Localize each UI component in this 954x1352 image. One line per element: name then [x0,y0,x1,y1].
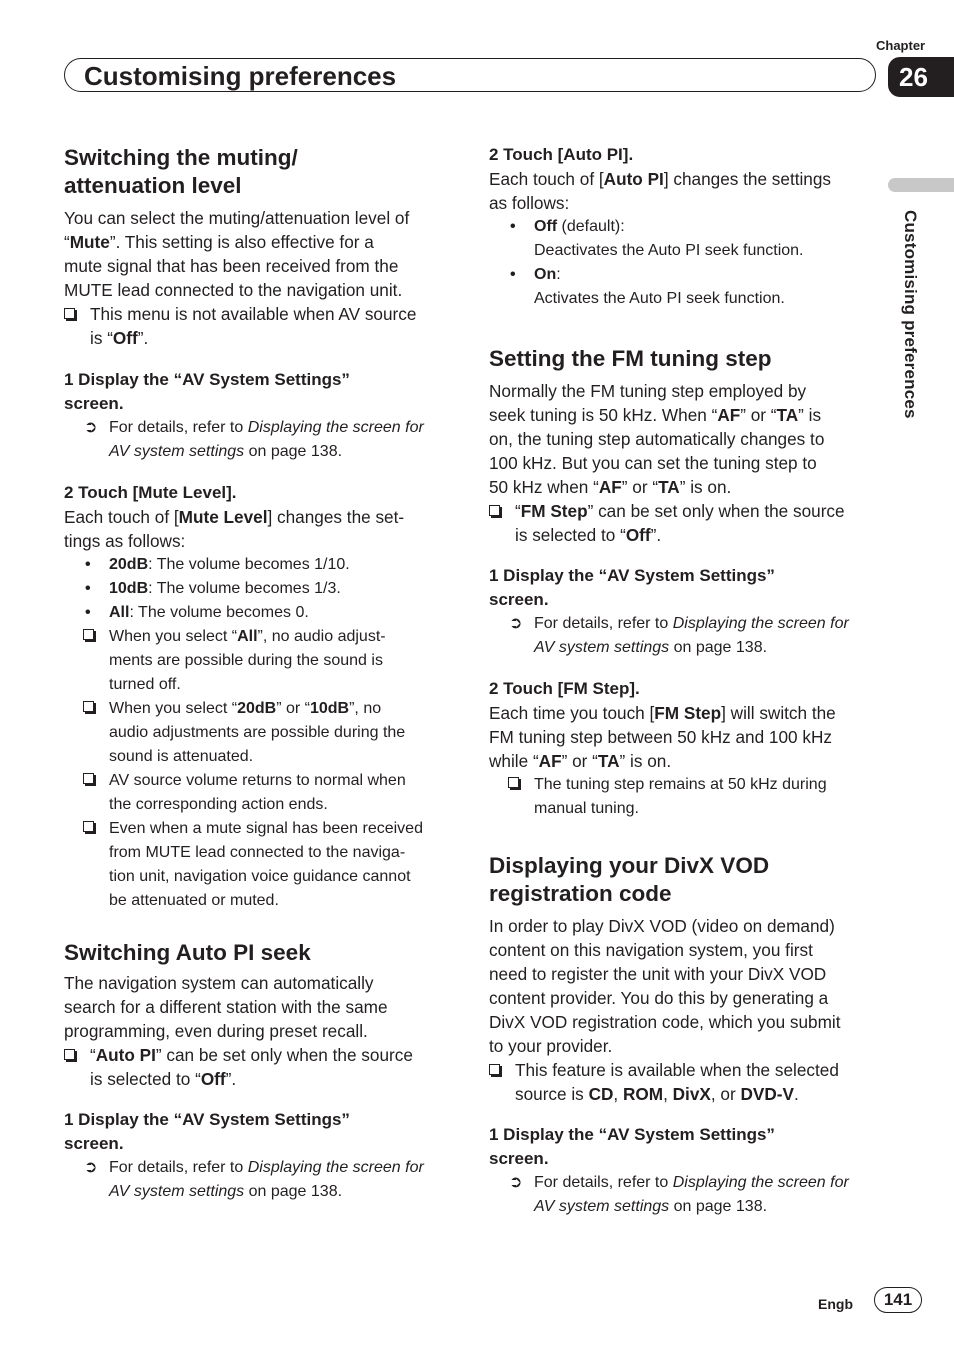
list-item-desc: Deactivates the Auto PI seek function. [534,242,804,259]
body-text: Each time you touch [FM Step] will switch the FM tuning step between 50 kHz and 100 kHz while “AF” or “TA” is on. [489,703,836,771]
reference-note: ➲ For details, refer to Displaying the screen for AV system settings on page 138. [489,1171,877,1219]
reference-note: ➲ For details, refer to Displaying the screen for AV system settings on page 138. [489,612,877,660]
checkbox-icon [489,1058,500,1082]
intro-text: You can select the muting/attenuation level of “Mute”. This setting is also effective for a mute signal that has been received from the MUTE lead connected to the navigation unit. [64,208,410,300]
footer-language: Engb [818,1296,853,1312]
note: When you select “All”, no audio adjust- ments are possible during the sound is turned off. [64,625,454,697]
bullet-icon: • [510,218,516,235]
checkbox-icon [83,817,94,841]
arrow-icon: ➲ [84,419,98,436]
step-heading: 1 Display the “AV System Settings” screen. [489,1125,775,1168]
list-item: • Off (default): [489,215,877,239]
section-fm-step [489,345,877,821]
list-item-desc: Activates the Auto PI seek function. [534,290,785,307]
chapter-label: Chapter [876,38,926,53]
chapter-number: 26 [888,57,954,97]
note: This feature is available when the selected source is CD, ROM, DivX, or DVD-V. [489,1058,877,1106]
arrow-icon: ➲ [509,615,523,632]
intro-text: In order to play DivX VOD (video on demand) content on this navigation system, you first need to register the unit with your DivX VOD content provider. You do this by generating a DivX VOD registration code, which you submit to your provider. [489,916,841,1056]
checkbox-icon [508,773,519,797]
section-auto-pi [64,939,454,1204]
checkbox-icon [489,499,500,523]
bullet-icon: • [85,556,91,573]
step-heading: 2 Touch [Mute Level]. [64,483,237,502]
intro-text: The navigation system can automatically search for a different station with the same programming, even during preset recall. [64,973,388,1041]
section-title: Setting the FM tuning step [489,346,772,371]
side-tab-label: Customising preferences [901,210,920,419]
note: “Auto PI” can be set only when the source is selected to “Off”. [64,1043,454,1091]
list-item: • 10dB: The volume becomes 1/3. [64,577,454,601]
intro-text: Normally the FM tuning step employed by seek tuning is 50 kHz. When “AF” or “TA” is on, the tuning step automatically changes to 100 kHz. But you can set the tuning step to 50 kHz when “AF” or “TA” is on. [489,381,825,497]
note: Even when a mute signal has been received from MUTE lead connected to the naviga- tion unit, navigation voice guidance cannot be attenuated or muted. [64,817,454,913]
step-heading: 1 Display the “AV System Settings” screen. [64,1110,350,1153]
list-item: • 20dB: The volume becomes 1/10. [64,553,454,577]
step-heading: 1 Display the “AV System Settings” screen. [489,566,775,609]
body-text: Each touch of [Mute Level] changes the set- tings as follows: [64,507,405,551]
note: When you select “20dB” or “10dB”, no audio adjustments are possible during the sound is attenuated. [64,697,454,769]
bullet-icon: • [510,266,516,283]
page-number: 141 [874,1287,922,1313]
checkbox-icon [83,697,94,721]
page-title: Customising preferences [84,61,397,91]
list-item: • On: [489,263,877,287]
step-heading: 2 Touch [FM Step]. [489,679,640,698]
note: The tuning step remains at 50 kHz during manual tuning. [489,773,877,821]
note: This menu is not available when AV source is “Off”. [64,302,454,350]
step-heading: 2 Touch [Auto PI]. [489,145,634,164]
step-heading: 1 Display the “AV System Settings” screen. [64,370,350,413]
list-item: • All: The volume becomes 0. [64,601,454,625]
checkbox-icon [83,769,94,793]
reference-note: ➲ For details, refer to Displaying the screen for AV system settings on page 138. [64,416,454,464]
section-title: Switching the muting/ attenuation level [64,145,298,198]
section-title: Switching Auto PI seek [64,940,311,965]
side-tab-marker [888,178,954,192]
reference-note: ➲ For details, refer to Displaying the screen for AV system settings on page 138. [64,1156,454,1204]
note: AV source volume returns to normal when the corresponding action ends. [64,769,454,817]
section-auto-pi-cont [489,143,877,311]
checkbox-icon [83,625,94,649]
section-muting [64,144,454,913]
section-divx [489,852,877,1219]
arrow-icon: ➲ [84,1159,98,1176]
bullet-icon: • [85,604,91,621]
checkbox-icon [64,1043,75,1067]
body-text: Each touch of [Auto PI] changes the settings as follows: [489,169,832,213]
arrow-icon: ➲ [509,1174,523,1191]
bullet-icon: • [85,580,91,597]
section-title: Displaying your DivX VOD registration code [489,853,770,906]
checkbox-icon [64,302,75,326]
note: “FM Step” can be set only when the source is selected to “Off”. [489,499,877,547]
